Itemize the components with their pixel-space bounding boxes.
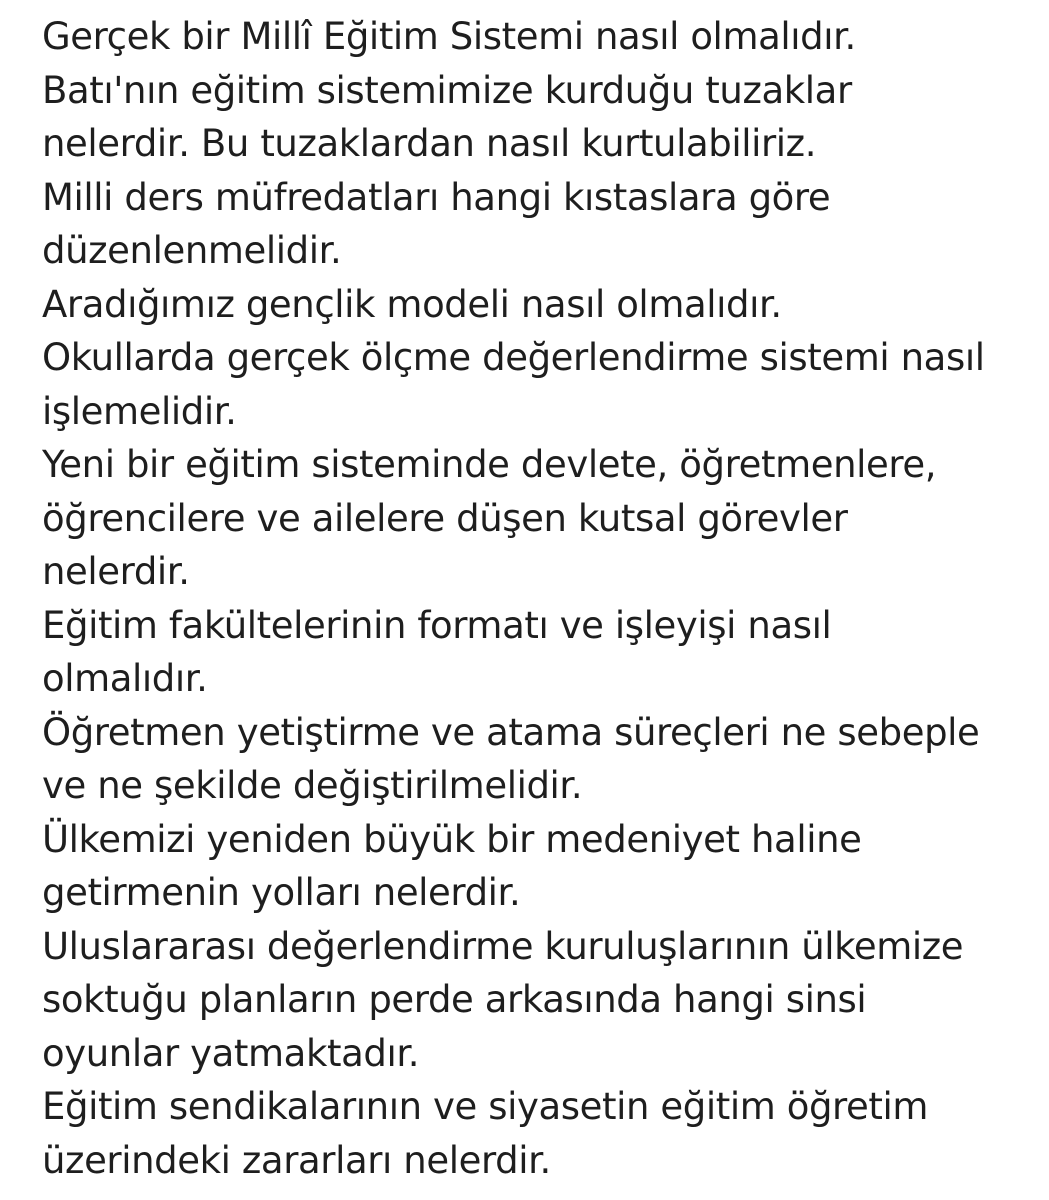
text-line: Aradığımız gençlik modeli nasıl olmalıdır. xyxy=(42,282,782,326)
text-line: Batı'nın eğitim sistemimize kurduğu tuzaklar xyxy=(42,68,852,112)
document-text xyxy=(42,0,1032,1187)
text-line: soktuğu planların perde arkasında hangi sinsi xyxy=(42,978,867,1021)
text-line: Yeni bir eğitim sisteminde devlete, öğretmenlere, xyxy=(42,443,937,486)
text-line: Eğitim fakültelerinin formatı ve işleyişi nasıl xyxy=(42,603,832,647)
text-line: öğrencilere ve ailelere düşen kutsal görevler xyxy=(42,496,848,540)
text-line: nelerdir. xyxy=(42,550,190,593)
text-line: Gerçek bir Millî Eğitim Sistemi nasıl olmalıdır. xyxy=(42,15,856,58)
text-line: düzenlenmelidir. xyxy=(42,229,342,272)
text-line: nelerdir. Bu tuzaklardan nasıl kurtulabiliriz. xyxy=(42,122,817,165)
text-line: Milli ders müfredatları hangi kıstaslara göre xyxy=(42,175,831,219)
text-line: Uluslararası değerlendirme kuruluşlarının ülkemize xyxy=(42,924,964,968)
text-line: Eğitim sendikalarının ve siyasetin eğitim öğretim xyxy=(42,1085,929,1128)
text-line: Okullarda gerçek ölçme değerlendirme sistemi nasıl xyxy=(42,336,985,379)
text-line: ve ne şekilde değiştirilmelidir. xyxy=(42,764,583,807)
text-line: getirmenin yolları nelerdir. xyxy=(42,871,521,914)
text-line: üzerindeki zararları nelerdir. xyxy=(42,1138,551,1182)
text-line: oyunlar yatmaktadır. xyxy=(42,1031,420,1075)
text-line: Ülkemizi yeniden büyük bir medeniyet haline xyxy=(42,817,862,861)
text-line: olmalıdır. xyxy=(42,657,208,700)
text-line: işlemelidir. xyxy=(42,389,237,433)
text-line: Öğretmen yetiştirme ve atama süreçleri ne sebeple xyxy=(42,710,980,754)
